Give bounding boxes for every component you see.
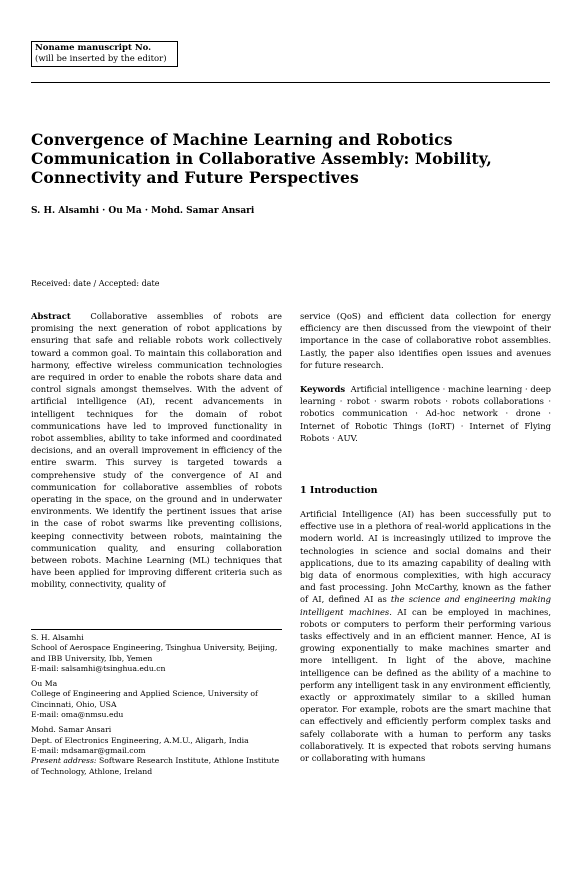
present-address [31, 756, 282, 777]
affiliation-name: Ou Ma [31, 679, 58, 689]
manuscript-label: Noname manuscript No. [35, 43, 152, 53]
introduction-body [300, 508, 551, 764]
affiliation-email: E-mail: oma@nmsu.edu [31, 710, 124, 720]
header-rule [31, 82, 550, 83]
affiliation-2 [31, 679, 282, 720]
abstract-left [31, 310, 282, 591]
affiliation-email: E-mail: salsamhi@tsinghua.edu.cn [31, 663, 166, 673]
affiliations [31, 633, 282, 782]
keywords-text: Artificial intelligence · machine learning · deep learning · robot · swarm robots · robots collaborations · robotics communication · Ad-hoc network · drone · Internet of Robotic Things (IoRT) · Internet of Flying Robots · AUV. [300, 384, 552, 443]
present-address-text: Software Research Institute, Athlone Institute of Technology, Athlone, Ireland [31, 756, 280, 776]
abstract-text-left: Collaborative assemblies of robots are promising the next generation of robot applications by ensuring that safe and reliable robots work collectively toward a common goal. To maintain this collaboration and harmony, effective wireless communication technologies are required in order to enable the robots share data and control signals amongst themselves. With the advent of artificial intelligence (AI), recent advancements in intelligent techniques for the domain of robot communications have led to improved functionality in robot assemblies, ability to take informed and coordinated decisions, and an overall improvement in efficiency of the entire swarm. This survey is targeted towards a comprehensive study of the convergence of AI and communication for collaborative assemblies of robots operating in the space, on the ground and in underwater environments. We identify the pertinent issues that arise in the case of robot swarms like preventing collisions, keeping connectivity between robots, maintaining the communication quality, and ensuring collaboration between robots. Machine Learning (ML) techniques that have been applied for improving different criteria such as mobility, connectivity, quality of [31, 311, 283, 590]
affiliation-line: Dept. of Electronics Engineering, A.M.U., Aligarh, India [31, 735, 249, 745]
abstract-right [300, 310, 551, 444]
affiliation-name: Mohd. Samar Ansari [31, 725, 112, 735]
author-list: S. H. Alsamhi · Ou Ma · Mohd. Samar Ansari [31, 206, 255, 216]
received-line: Received: date / Accepted: date [31, 279, 160, 288]
affiliation-email: E-mail: mdsamar@gmail.com [31, 745, 146, 755]
affiliation-1 [31, 633, 282, 674]
present-address-label: Present address: [31, 756, 97, 766]
intro-text-2: . AI can be employed in machines, robots or computers to perform their performing various tasks effectively and in an efficient manner. Hence, AI is growing exponentially to make machines smarter and more intelligent. In light of the above, machine intelligence can be defined as the ability of a machine to perform any intelligent task in any environment efficiently, exactly or approximately similar to a skilled human operator. For example, robots are the smart machine that can effectively and efficiently perform complex tasks and safely collaborate with a human to perform any tasks collaboratively. It is expected that robots serving humans or collaborating with humans [300, 606, 552, 764]
affiliation-line: College of Engineering and Applied Science, University of Cincinnati, Ohio, USA [31, 689, 258, 709]
abstract-label: Abstract [31, 311, 71, 321]
keywords-label: Keywords [300, 384, 346, 395]
abstract-text-right: service (QoS) and efficient data collection for energy efficiency are then discussed from the viewpoint of their importance in the case of collaborative robot assemblies. Lastly, the paper also identifies open issues and avenues for future research. [300, 311, 551, 370]
affiliation-line: School of Aerospace Engineering, Tsinghua University, Beijing, and IBB University, Ibb, Yemen [31, 643, 278, 663]
manuscript-box [31, 41, 178, 67]
affiliation-3 [31, 725, 282, 776]
keywords [300, 383, 551, 444]
intro-text-1: Artificial Intelligence (AI) has been successfully put to effective use in a plethora of real-world applications in the modern world. AI is increasingly utilized to improve the technologies in science and social domains and their applications, due to its amazing capability of dealing with big data of enormous complexities, with high accuracy and fast processing. John McCarthy, known as the father of AI, defined AI as [300, 509, 551, 605]
intro-italic: the science and engineering making intelligent machines [300, 594, 552, 617]
section-heading: 1 Introduction [300, 485, 378, 496]
editor-note: (will be inserted by the editor) [35, 54, 167, 64]
affiliation-name: S. H. Alsamhi [31, 633, 84, 642]
footnote-rule [31, 629, 282, 630]
paper-title: Convergence of Machine Learning and Robotics Communication in Collaborative Assembly: Mobility, Connectivity and Future Perspectives [31, 130, 492, 187]
